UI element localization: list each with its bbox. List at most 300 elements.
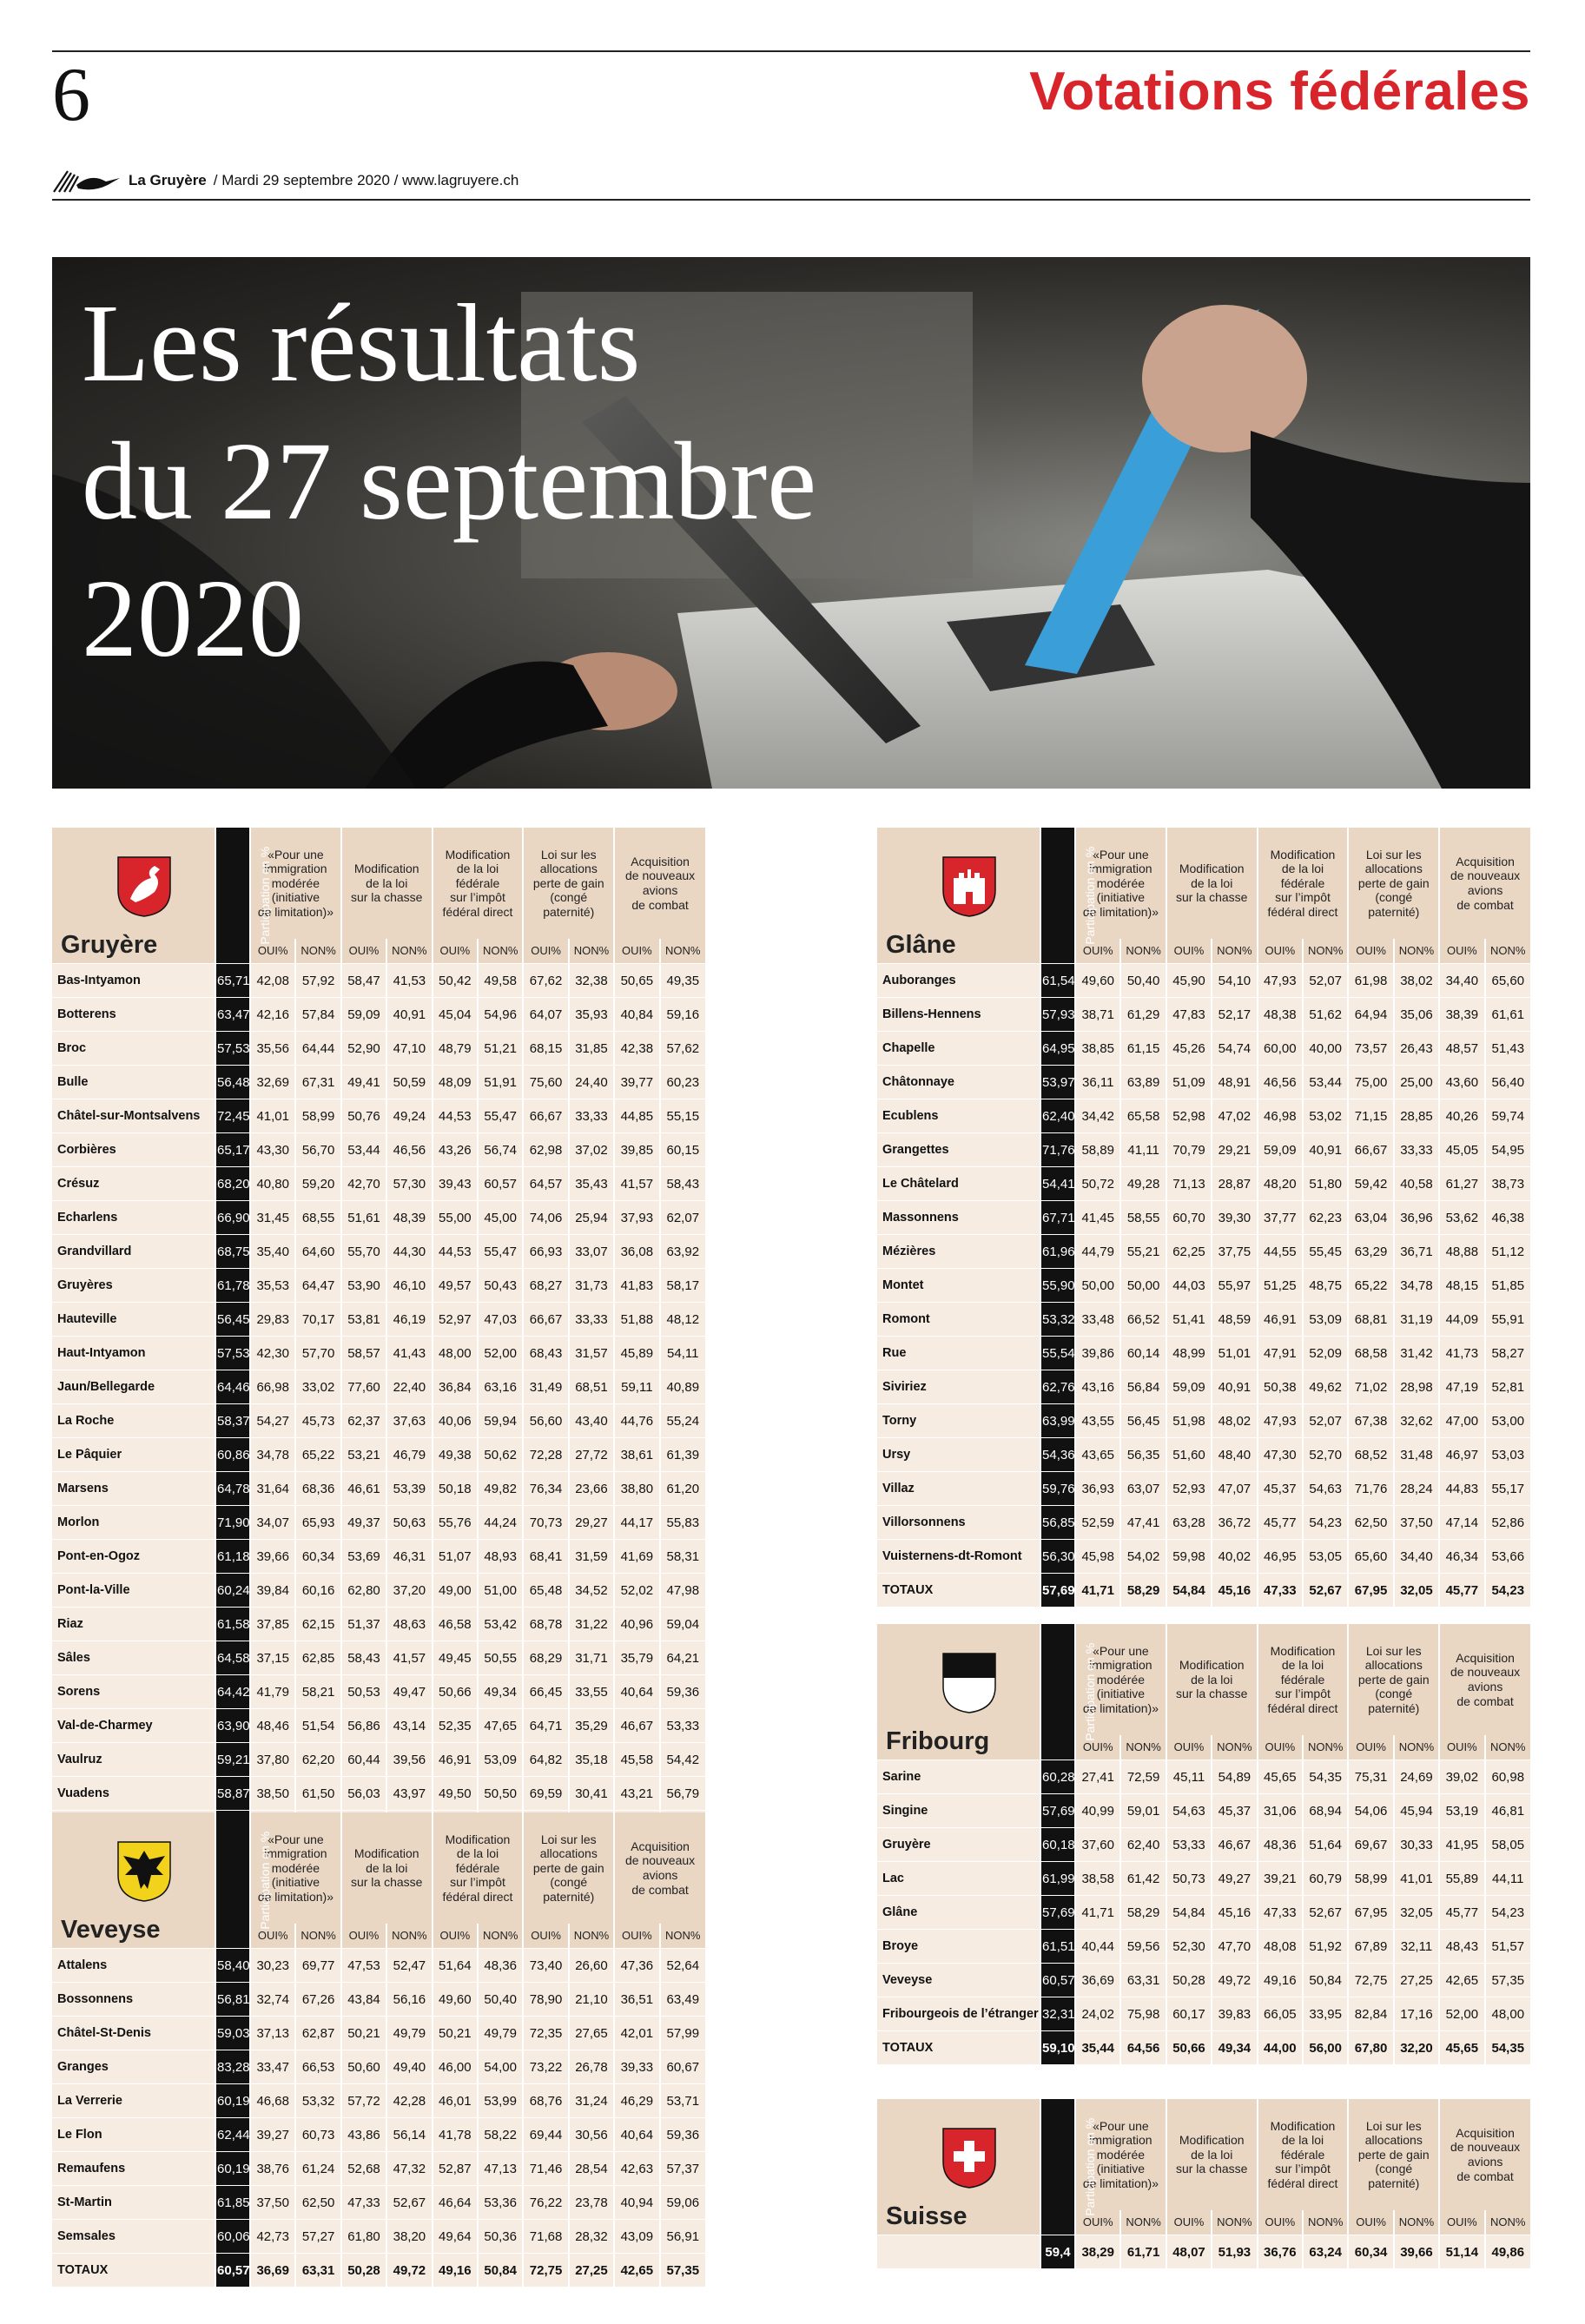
column-header-line: sur l’impôt: [1275, 1687, 1331, 1701]
result-value: 43,30: [250, 1133, 295, 1167]
column-header-line: de la loi: [1191, 2147, 1233, 2162]
commune-name: Bulle: [52, 1066, 215, 1099]
result-value: 63,07: [1120, 1472, 1166, 1506]
result-value: 52,90: [341, 1032, 386, 1066]
result-value: 59,09: [1166, 1370, 1212, 1404]
column-header-line: Acquisition: [631, 854, 690, 868]
totals-row: [877, 2235, 1530, 2269]
participation-value: 65,71: [215, 964, 250, 998]
result-value: 54,63: [1303, 1472, 1348, 1506]
column-header-line: sur la chasse: [1175, 2162, 1248, 2176]
result-value: 48,08: [1258, 1930, 1303, 1964]
table-row: [52, 2152, 705, 2186]
result-value: 47,30: [1258, 1438, 1303, 1472]
result-value: 43,26: [433, 1133, 478, 1167]
result-value: 36,71: [1394, 1235, 1439, 1269]
column-header-line: de combat: [631, 1882, 689, 1897]
result-value: 58,31: [660, 1540, 705, 1574]
result-value: 54,96: [478, 998, 523, 1032]
result-value: 48,02: [1212, 1404, 1257, 1438]
result-value: 60,00: [1258, 1032, 1303, 1066]
result-value: 64,21: [660, 1641, 705, 1675]
result-value: 44,76: [614, 1404, 659, 1438]
oui-header: OUI%: [1348, 2210, 1393, 2235]
result-value: 40,44: [1075, 1930, 1120, 1964]
result-value: 47,70: [1212, 1930, 1257, 1964]
result-value: 35,40: [250, 1235, 295, 1269]
table-row: [877, 1794, 1530, 1828]
result-value: 33,33: [1394, 1133, 1439, 1167]
result-value: 31,24: [569, 2084, 614, 2118]
table-row: [52, 1133, 705, 1167]
result-value: 55,83: [660, 1506, 705, 1540]
result-value: 41,01: [1394, 1862, 1439, 1896]
result-value: 42,01: [614, 2017, 659, 2050]
result-value: 60,79: [1303, 1862, 1348, 1896]
oui-header: OUI%: [523, 939, 568, 964]
result-value: 47,65: [478, 1709, 523, 1743]
column-header-line: allocations: [1364, 862, 1423, 876]
commune-name: Glâne: [877, 1896, 1040, 1930]
commune-name: Hauteville: [52, 1303, 215, 1337]
result-value: 39,30: [1212, 1201, 1257, 1235]
column-header-line: Modification: [1270, 847, 1336, 862]
table-region-title: Fribourg: [886, 1726, 990, 1755]
result-value: 62,50: [295, 2186, 340, 2220]
result-value: 31,06: [1258, 1794, 1303, 1828]
result-value: 30,23: [250, 1949, 295, 1983]
result-value: 40,00: [1303, 1032, 1348, 1066]
hero-title-line: Les résultats: [82, 281, 641, 405]
column-header-line: allocations: [539, 862, 598, 876]
non-header: NON%: [1212, 939, 1257, 964]
participation-value: 64,95: [1040, 1032, 1075, 1066]
result-value: 28,24: [1394, 1472, 1439, 1506]
non-header: NON%: [660, 939, 705, 964]
result-value: 51,98: [1166, 1404, 1212, 1438]
participation-value: 61,99: [1040, 1862, 1075, 1896]
column-header-line: «Pour une: [1093, 1643, 1149, 1658]
result-total: 45,16: [1212, 1574, 1257, 1608]
result-value: 73,40: [523, 1949, 568, 1983]
result-value: 51,12: [1485, 1235, 1530, 1269]
table-row: [52, 998, 705, 1032]
result-value: 44,83: [1439, 1472, 1484, 1506]
result-value: 38,73: [1485, 1167, 1530, 1201]
result-value: 39,02: [1439, 1760, 1484, 1794]
result-total: 54,84: [1166, 1574, 1212, 1608]
column-header-q4: [1348, 828, 1439, 939]
participation-value: 61,51: [1040, 1930, 1075, 1964]
column-header-line: Modification: [445, 847, 511, 862]
result-value: 50,18: [433, 1472, 478, 1506]
result-value: 55,47: [478, 1235, 523, 1269]
oui-header: OUI%: [614, 1924, 659, 1949]
hero-title-line: 2020: [82, 557, 304, 681]
participation-value: 68,75: [215, 1235, 250, 1269]
result-value: 60,44: [341, 1743, 386, 1777]
result-value: 43,21: [614, 1777, 659, 1811]
column-header-line: modérée: [1096, 1672, 1146, 1687]
result-value: 61,24: [295, 2152, 340, 2186]
result-value: 57,92: [295, 964, 340, 998]
column-header-line: de nouveaux: [1450, 2140, 1521, 2155]
column-header-line: de la loi: [366, 875, 408, 890]
result-value: 30,56: [569, 2118, 614, 2152]
table-row: [877, 1438, 1530, 1472]
result-value: 59,01: [1120, 1794, 1166, 1828]
commune-name: Châtonnaye: [877, 1066, 1040, 1099]
result-value: 41,53: [386, 964, 432, 998]
oui-header: OUI%: [433, 939, 478, 964]
swiss-cross-icon: [941, 2127, 1038, 2193]
result-value: 54,10: [1212, 964, 1257, 998]
result-value: 46,61: [341, 1472, 386, 1506]
column-header-q2: [341, 828, 433, 939]
result-total: 51,14: [1439, 2235, 1484, 2269]
result-value: 22,40: [386, 1370, 432, 1404]
result-value: 58,17: [660, 1269, 705, 1303]
table-row: [877, 1506, 1530, 1540]
result-value: 46,10: [386, 1269, 432, 1303]
result-total: 48,07: [1166, 2235, 1212, 2269]
result-value: 42,65: [1439, 1964, 1484, 1997]
result-value: 47,41: [1120, 1506, 1166, 1540]
result-value: 28,98: [1394, 1370, 1439, 1404]
result-value: 45,77: [1258, 1506, 1303, 1540]
result-value: 54,74: [1212, 1032, 1257, 1066]
result-value: 48,36: [1258, 1828, 1303, 1862]
result-value: 41,78: [433, 2118, 478, 2152]
result-value: 34,78: [250, 1438, 295, 1472]
column-header-q5: [614, 828, 705, 939]
result-value: 66,93: [523, 1235, 568, 1269]
column-header-line: perte de gain: [1357, 875, 1430, 890]
non-header: NON%: [1303, 939, 1348, 964]
result-value: 36,11: [1075, 1066, 1120, 1099]
result-value: 41,69: [614, 1540, 659, 1574]
result-total: 45,65: [1439, 2031, 1484, 2065]
result-value: 55,97: [1212, 1269, 1257, 1303]
result-value: 41,43: [386, 1337, 432, 1370]
result-value: 48,93: [478, 1540, 523, 1574]
hero-photo: [52, 257, 1530, 789]
result-value: 68,29: [523, 1641, 568, 1675]
masthead-paper: La Gruyère: [129, 172, 207, 188]
result-value: 29,83: [250, 1303, 295, 1337]
oui-header: OUI%: [523, 1924, 568, 1949]
result-total: 49,34: [1212, 2031, 1257, 2065]
result-value: 50,38: [1258, 1370, 1303, 1404]
result-value: 32,38: [569, 964, 614, 998]
result-value: 38,76: [250, 2152, 295, 2186]
non-header: NON%: [569, 939, 614, 964]
result-value: 39,86: [1075, 1337, 1120, 1370]
column-header-line: de la loi fédérale: [455, 862, 500, 890]
result-value: 56,84: [1120, 1370, 1166, 1404]
result-value: 43,14: [386, 1709, 432, 1743]
totals-row: [877, 1574, 1530, 1608]
result-value: 49,00: [433, 1574, 478, 1608]
participation-value: 54,41: [1040, 1167, 1075, 1201]
result-value: 50,73: [1166, 1862, 1212, 1896]
result-value: 60,34: [295, 1540, 340, 1574]
column-header-line: (congé paternité): [1368, 890, 1420, 919]
result-value: 40,64: [614, 1675, 659, 1709]
column-header-line: perte de gain: [1357, 1672, 1430, 1687]
oui-header: OUI%: [1348, 1735, 1393, 1760]
result-value: 33,02: [295, 1370, 340, 1404]
result-value: 27,25: [1394, 1964, 1439, 1997]
result-value: 31,64: [250, 1472, 295, 1506]
column-header-line: de la loi: [366, 1860, 408, 1875]
column-header-line: de la loi fédérale: [1280, 1658, 1325, 1687]
result-value: 40,99: [1075, 1794, 1120, 1828]
result-value: 55,70: [341, 1235, 386, 1269]
result-value: 52,86: [1485, 1506, 1530, 1540]
participation-header: Participation en %: [215, 1812, 250, 1949]
result-value: 49,37: [341, 1506, 386, 1540]
result-value: 52,81: [1485, 1370, 1530, 1404]
column-header-line: Modification: [1270, 1643, 1336, 1658]
result-value: 31,59: [569, 1540, 614, 1574]
result-value: 52,67: [1303, 1896, 1348, 1930]
column-header-line: fédéral direct: [442, 1889, 513, 1904]
result-value: 63,16: [478, 1370, 523, 1404]
column-header-line: «Pour une: [267, 1832, 324, 1846]
result-value: 26,43: [1394, 1032, 1439, 1066]
result-value: 46,00: [433, 2050, 478, 2084]
participation-value: 60,86: [215, 1438, 250, 1472]
result-value: 43,97: [386, 1777, 432, 1811]
column-header-line: Loi sur les: [540, 847, 597, 862]
table-row: [877, 1235, 1530, 1269]
column-header-line: de nouveaux: [624, 868, 696, 883]
result-value: 53,02: [1303, 1099, 1348, 1133]
result-value: 36,93: [1075, 1472, 1120, 1506]
totals-label: TOTAUX: [877, 2031, 1040, 2065]
result-total: 49,86: [1485, 2235, 1530, 2269]
participation-value: 64,58: [215, 1641, 250, 1675]
result-value: 50,84: [1303, 1964, 1348, 1997]
non-header: NON%: [1485, 1735, 1530, 1760]
commune-name: Riaz: [52, 1608, 215, 1641]
oui-header: OUI%: [250, 1924, 295, 1949]
commune-name: Vuadens: [52, 1777, 215, 1811]
result-value: 39,83: [1212, 1997, 1257, 2031]
result-value: 33,95: [1303, 1997, 1348, 2031]
commune-name: Le Pâquier: [52, 1438, 215, 1472]
result-total: 61,71: [1120, 2235, 1166, 2269]
column-header-line: Loi sur les: [1365, 1643, 1422, 1658]
column-header-line: (initiative: [271, 1875, 320, 1890]
result-value: 61,50: [295, 1777, 340, 1811]
commune-name: Gruyères: [52, 1269, 215, 1303]
result-value: 54,27: [250, 1404, 295, 1438]
result-value: 71,46: [523, 2152, 568, 2186]
result-value: 59,98: [1166, 1540, 1212, 1574]
column-header-line: Modification: [1270, 2118, 1336, 2133]
result-value: 41,57: [614, 1167, 659, 1201]
result-value: 39,56: [386, 1743, 432, 1777]
result-value: 58,27: [1485, 1337, 1530, 1370]
table-row: [877, 1099, 1530, 1133]
column-header-line: sur l’impôt: [450, 1875, 505, 1890]
column-header-q3: [433, 1812, 524, 1924]
result-value: 57,37: [660, 2152, 705, 2186]
oui-header: OUI%: [341, 939, 386, 964]
result-value: 45,16: [1212, 1896, 1257, 1930]
non-header: NON%: [1394, 2210, 1439, 2235]
column-header-line: allocations: [1364, 2133, 1423, 2148]
result-value: 60,70: [1166, 1201, 1212, 1235]
result-value: 45,77: [1439, 1896, 1484, 1930]
result-value: 42,30: [250, 1337, 295, 1370]
table-row: [877, 1303, 1530, 1337]
result-value: 75,31: [1348, 1760, 1393, 1794]
participation-value: 60,18: [1040, 1828, 1075, 1862]
participation-value: 72,45: [215, 1099, 250, 1133]
column-header-line: allocations: [1364, 1658, 1423, 1673]
result-value: 52,07: [1303, 1404, 1348, 1438]
result-value: 46,19: [386, 1303, 432, 1337]
result-value: 56,79: [660, 1777, 705, 1811]
result-value: 49,38: [433, 1438, 478, 1472]
result-value: 38,71: [1075, 998, 1120, 1032]
result-value: 66,53: [295, 2050, 340, 2084]
result-value: 48,99: [1166, 1337, 1212, 1370]
result-value: 28,54: [569, 2152, 614, 2186]
participation-value: 63,99: [1040, 1404, 1075, 1438]
result-value: 46,01: [433, 2084, 478, 2118]
result-value: 48,40: [1212, 1438, 1257, 1472]
result-value: 54,02: [1120, 1540, 1166, 1574]
column-header-line: Modification: [1179, 862, 1245, 876]
participation-value: 63,90: [215, 1709, 250, 1743]
result-value: 58,43: [660, 1167, 705, 1201]
result-value: 37,50: [250, 2186, 295, 2220]
result-value: 41,79: [250, 1675, 295, 1709]
column-header-q3: [433, 828, 524, 939]
top-rule: [52, 50, 1530, 52]
participation-value: 65,17: [215, 1133, 250, 1167]
result-value: 31,45: [250, 1201, 295, 1235]
result-value: 71,15: [1348, 1099, 1393, 1133]
commune-name: Marsens: [52, 1472, 215, 1506]
commune-name: Fribourgeois de l’étranger: [877, 1997, 1040, 2031]
result-value: 52,67: [386, 2186, 432, 2220]
result-value: 42,08: [250, 964, 295, 998]
result-value: 49,24: [386, 1099, 432, 1133]
commune-name: Chapelle: [877, 1032, 1040, 1066]
result-value: 40,80: [250, 1167, 295, 1201]
result-value: 71,13: [1166, 1167, 1212, 1201]
column-header-line: de la loi fédérale: [1280, 2133, 1325, 2162]
result-value: 36,84: [433, 1370, 478, 1404]
result-value: 60,23: [660, 1066, 705, 1099]
result-value: 62,80: [341, 1574, 386, 1608]
result-value: 75,98: [1120, 1997, 1166, 2031]
section-title: Votations fédérales: [1029, 62, 1530, 122]
column-header-line: de combat: [1456, 2169, 1514, 2183]
result-value: 46,98: [1258, 1099, 1303, 1133]
column-header-q2: [1166, 828, 1258, 939]
result-total: 42,65: [614, 2254, 659, 2288]
result-value: 51,88: [614, 1303, 659, 1337]
column-header-line: avions: [642, 883, 678, 897]
result-value: 62,23: [1303, 1201, 1348, 1235]
result-value: 55,15: [660, 1099, 705, 1133]
result-value: 61,29: [1120, 998, 1166, 1032]
result-value: 60,57: [478, 1167, 523, 1201]
table-row: [52, 1709, 705, 1743]
result-value: 77,60: [341, 1370, 386, 1404]
commune-name: Massonnens: [877, 1201, 1040, 1235]
result-total: 36,69: [250, 2254, 295, 2288]
result-total: 49,16: [433, 2254, 478, 2288]
column-header-line: «Pour une: [1093, 847, 1149, 862]
result-value: 66,67: [523, 1099, 568, 1133]
column-header-line: modérée: [271, 1860, 320, 1875]
result-value: 47,03: [478, 1303, 523, 1337]
result-value: 69,67: [1348, 1828, 1393, 1862]
result-value: 43,16: [1075, 1370, 1120, 1404]
result-value: 24,40: [569, 1066, 614, 1099]
result-value: 70,73: [523, 1506, 568, 1540]
result-value: 60,67: [660, 2050, 705, 2084]
result-value: 47,07: [1212, 1472, 1257, 1506]
commune-name: Bas-Intyamon: [52, 964, 215, 998]
result-value: 49,60: [433, 1983, 478, 2017]
result-total: 52,67: [1303, 1574, 1348, 1608]
commune-name: Broye: [877, 1930, 1040, 1964]
result-total: 51,93: [1212, 2235, 1257, 2269]
column-header-line: Acquisition: [1456, 1650, 1515, 1665]
participation-value: 60,57: [1040, 1964, 1075, 1997]
result-value: 37,13: [250, 2017, 295, 2050]
column-header-line: de la loi fédérale: [455, 1846, 500, 1875]
result-value: 37,15: [250, 1641, 295, 1675]
result-value: 50,50: [478, 1777, 523, 1811]
result-value: 49,16: [1258, 1964, 1303, 1997]
result-value: 51,01: [1212, 1337, 1257, 1370]
oui-header: OUI%: [1348, 939, 1393, 964]
result-value: 54,23: [1485, 1896, 1530, 1930]
result-value: 46,97: [1439, 1438, 1484, 1472]
result-value: 41,71: [1075, 1896, 1120, 1930]
result-value: 47,33: [341, 2186, 386, 2220]
table-row: [52, 1608, 705, 1641]
result-value: 51,80: [1303, 1167, 1348, 1201]
totals-label: [877, 2235, 1040, 2269]
result-value: 49,58: [478, 964, 523, 998]
result-value: 49,35: [660, 964, 705, 998]
table-row: [877, 1540, 1530, 1574]
participation-value: 58,40: [215, 1949, 250, 1983]
non-header: NON%: [1394, 1735, 1439, 1760]
result-value: 66,67: [523, 1303, 568, 1337]
commune-name: Mézières: [877, 1235, 1040, 1269]
result-value: 33,47: [250, 2050, 295, 2084]
result-value: 58,89: [1075, 1133, 1120, 1167]
result-value: 39,27: [250, 2118, 295, 2152]
result-value: 72,28: [523, 1438, 568, 1472]
result-value: 64,60: [295, 1235, 340, 1269]
result-value: 36,51: [614, 1983, 659, 2017]
result-total: 50,66: [1166, 2031, 1212, 2065]
result-value: 48,75: [1303, 1269, 1348, 1303]
result-value: 56,45: [1120, 1404, 1166, 1438]
